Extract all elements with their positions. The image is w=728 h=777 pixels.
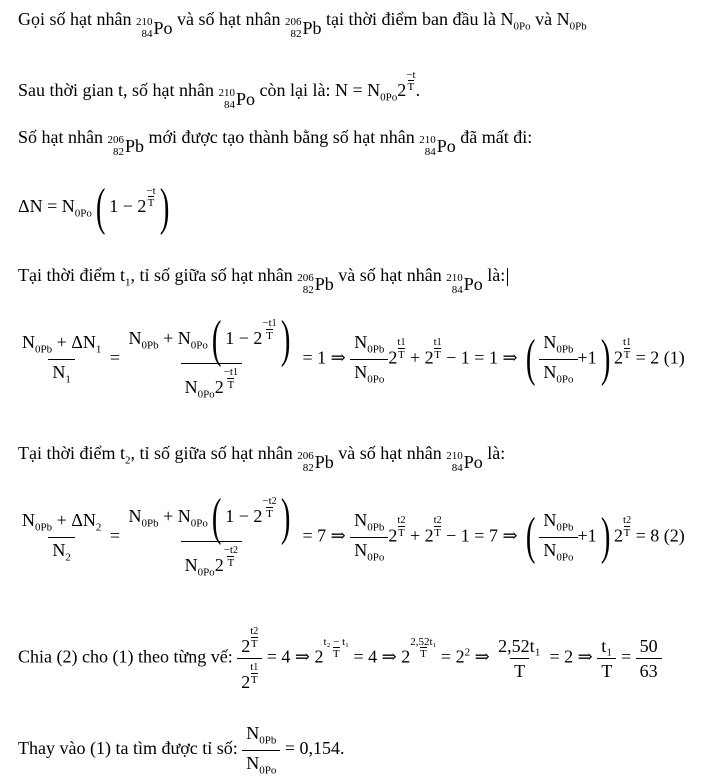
po-nuclide: 210 84 Po xyxy=(446,272,483,296)
pb-nuclide: 206 82 Pb xyxy=(284,16,322,40)
equation-tag: (1) xyxy=(663,347,685,368)
text: Chia (2) cho (1) theo từng vế: xyxy=(18,646,233,667)
line-7: Chia (2) cho (1) theo từng vế: 2 $\frac{t2}{T}$ 2 $\frac{t1}{T}$ = 4 ⇒ 2 $\frac{\text{t₂ − t₁}}{T}$ = 4 ⇒ 2 $\frac{\text{2,52t₁}}{T}$ = $2^2$ ⇒ $\frac{\text{2,52t₁}}{T}$ = 2 ⇒ $\frac{\text{t₁}}{T}$ = $\frac{50}{63}$ xyxy=(18,626,662,691)
pb-nuclide: 206 82 Pb xyxy=(107,134,145,158)
line-6: Tại thời điểm $t_2$, tỉ số giữa số hạt nhân 206 82 Pb và số hạt nhân 210 84 Po là: xyxy=(18,443,506,474)
equation-2: $\frac{N_{0Pb} + \Delta N_2}{N_2}$ = $N_{0Pb} + N_{0Po}$( 1 − 2 $\frac{-t2}{T}$ ) $N_{0Po}2$ $\frac{-t2}{T}$ = 7 ⇒ $\frac{N_{0Pb}}{N_{0Po}}$ 2 $\frac{t2}{T}$ + 2 $\frac{t2}{T}$ − 1 = 7 ⇒ ( $\frac{N_{0Pb}}{N_{0Po}}$ +1) 2 $\frac{t2}{T}$ = 8 (2) xyxy=(18,496,685,578)
line-5 xyxy=(18,266,508,296)
po-nuclide: 210 84 Po xyxy=(218,87,256,111)
equation-1: $\frac{N_{0Pb} + \Delta N_1}{N_1}$ = $N_{0Pb} + N_{0Po}$( 1 − 2 $\frac{-t1}{T}$ ) $N_{0Po}2$ $\frac{-t1}{T}$ = 1 ⇒ $\frac{N_{0Pb}}{N_{0Po}}$ 2 $\frac{t1}{T}$ + 2 $\frac{t1}{T}$ − 1 = 1 ⇒ ( $\frac{N_{0Pb}}{N_{0Po}}$ +1) 2 $\frac{t1}{T}$ = 2 (1) xyxy=(18,318,685,400)
text: Tại thời điểm xyxy=(18,265,116,285)
text: mới được tạo thành bằng số hạt nhân xyxy=(148,127,415,147)
text: và số hạt nhân xyxy=(338,443,442,463)
equation-tag: (2) xyxy=(663,525,685,546)
text: và số hạt nhân xyxy=(338,265,442,285)
decay-formula: $N = N_{0Po}2$ $\frac{-t}{T}$ . xyxy=(335,69,421,104)
pb-nuclide: 206 82 Pb xyxy=(297,272,334,296)
line-1 xyxy=(18,10,587,40)
text: là: xyxy=(487,443,506,463)
text: tại thời điểm ban đầu là xyxy=(326,9,496,29)
text-cursor xyxy=(507,268,508,286)
line-3 xyxy=(18,128,532,158)
pb-nuclide: 206 82 Pb xyxy=(297,450,334,474)
result-fraction: $\frac{50}{63}$ xyxy=(636,637,662,680)
line-2 xyxy=(18,70,420,111)
text: là: xyxy=(487,265,506,285)
expanded-fraction: $N_{0Pb} + N_{0Po}$( 1 − 2 $\frac{-t2}{T}$ ) $N_{0Po}2$ $\frac{-t2}{T}$ xyxy=(128,488,291,579)
text: và số hạt nhân xyxy=(177,9,281,29)
delta-n-formula: $\Delta N = N_{0Po}$( 1 − 2 $\frac{-t}{T}$ ) xyxy=(18,178,170,236)
power-ratio: 2 $\frac{t2}{T}$ 2 $\frac{t1}{T}$ xyxy=(237,626,262,691)
n0po: $N_{0Po}$ xyxy=(500,9,531,33)
n0pb: $N_{0Pb}$ xyxy=(556,9,587,33)
text: đã mất đi: xyxy=(460,127,533,147)
t1-var: $t_1$ xyxy=(120,265,131,289)
text: , tỉ số giữa số hạt nhân xyxy=(130,265,293,285)
expanded-fraction: $N_{0Pb} + N_{0Po}$( 1 − 2 $\frac{-t1}{T}$ ) $N_{0Po}2$ $\frac{-t1}{T}$ xyxy=(128,310,291,401)
ratio-fraction: $\frac{N_{0Pb} + \Delta N_2}{N_2}$ xyxy=(22,510,102,564)
line-8 xyxy=(18,724,345,776)
text: , tỉ số giữa số hạt nhân xyxy=(130,443,293,463)
po-nuclide: 210 84 Po xyxy=(446,450,483,474)
text: còn lại là: xyxy=(259,80,331,100)
text: Thay vào (1) ta tìm được tỉ số: xyxy=(18,738,238,759)
text: Số hạt nhân xyxy=(18,127,103,147)
final-ratio: $\frac{N_{0Pb}}{N_{0Po}}$ xyxy=(242,724,280,776)
po-nuclide: 210 84 Po xyxy=(135,16,173,40)
po-nuclide: 210 84 Po xyxy=(419,134,456,158)
final-result: = 0,154. xyxy=(284,738,345,759)
text: và xyxy=(535,9,553,29)
text: Gọi số hạt nhân xyxy=(18,9,132,29)
text: Sau thời gian t, số hạt nhân xyxy=(18,80,214,100)
ratio-fraction: $\frac{N_{0Pb} + \Delta N_1}{N_1}$ xyxy=(22,332,102,386)
text: Tại thời điểm t xyxy=(18,443,125,463)
